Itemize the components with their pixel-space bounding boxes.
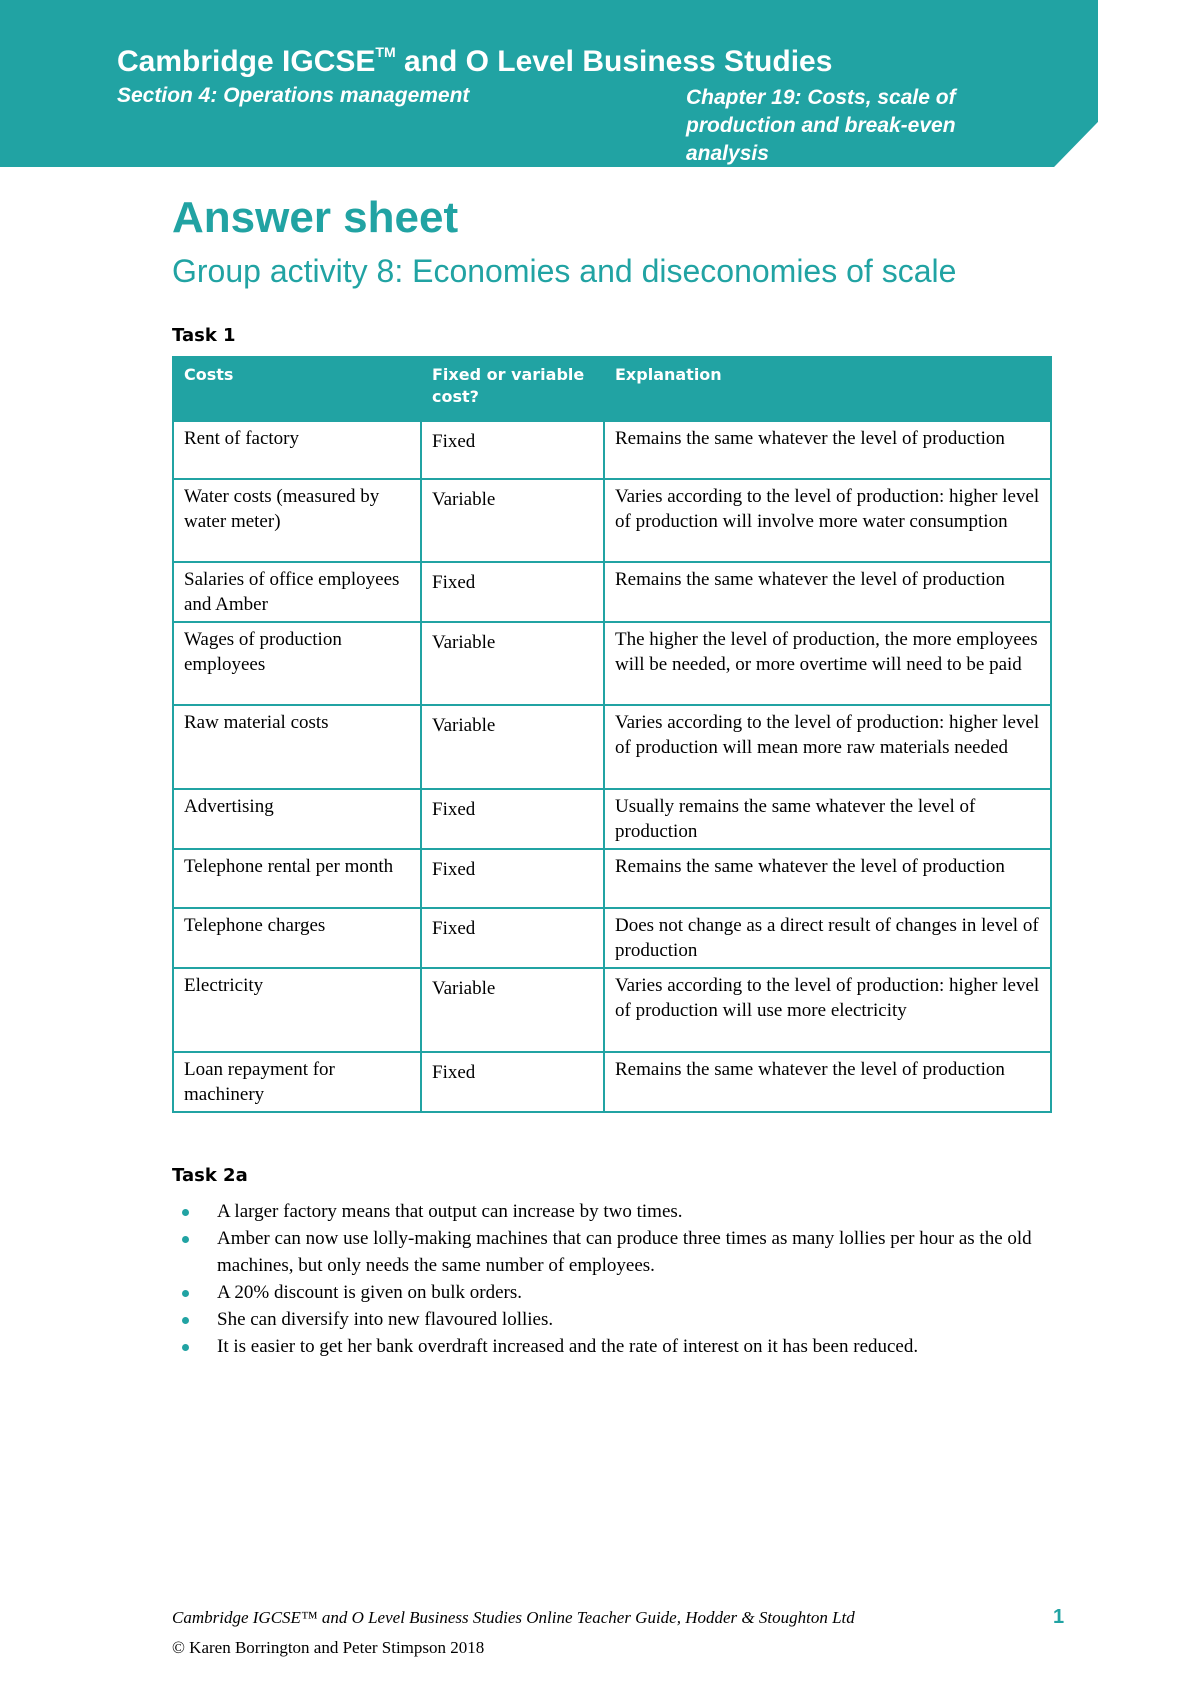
bullet-dot-icon xyxy=(182,1290,189,1297)
page-subtitle: Group activity 8: Economies and diseconomies of scale xyxy=(172,253,957,289)
list-item: It is easier to get her bank overdraft increased and the rate of interest on it has been reduced. xyxy=(172,1333,1052,1360)
table-row xyxy=(173,908,1051,968)
list-item: A larger factory means that output can increase by two times. xyxy=(172,1198,1052,1225)
cost-cell: Water costs (measured by water meter) xyxy=(173,479,421,562)
type-cell: Fixed xyxy=(421,849,604,908)
explanation-cell: The higher the level of production, the more employees will be needed, or more overtime will need to be paid xyxy=(604,622,1051,705)
cost-cell: Wages of production employees xyxy=(173,622,421,705)
table-header-row xyxy=(173,357,1051,421)
list-item: Amber can now use lolly-making machines that can produce three times as many lollies per hour as the old machines, but only needs the same number of employees. xyxy=(172,1225,1052,1279)
footer-citation: Cambridge IGCSE™ and O Level Business Studies Online Teacher Guide, Hodder & Stoughton Ltd xyxy=(172,1608,855,1627)
cost-cell: Telephone charges xyxy=(173,908,421,968)
cost-cell: Telephone rental per month xyxy=(173,849,421,908)
cost-cell: Salaries of office employees and Amber xyxy=(173,562,421,622)
cost-cell: Loan repayment for machinery xyxy=(173,1052,421,1112)
costs-table xyxy=(172,356,1052,1113)
column-header-costs: Costs xyxy=(173,357,421,421)
explanation-cell: Remains the same whatever the level of production xyxy=(604,849,1051,908)
table-row xyxy=(173,1052,1051,1112)
table-row xyxy=(173,562,1051,622)
table-row xyxy=(173,789,1051,849)
type-cell: Fixed xyxy=(421,421,604,479)
explanation-cell: Remains the same whatever the level of production xyxy=(604,562,1051,622)
type-cell: Fixed xyxy=(421,789,604,849)
table-row xyxy=(173,968,1051,1052)
list-item: She can diversify into new flavoured lollies. xyxy=(172,1306,1052,1333)
type-cell: Variable xyxy=(421,622,604,705)
cost-cell: Advertising xyxy=(173,789,421,849)
book-title: Cambridge IGCSE™ and O Level Business Studies xyxy=(117,44,833,78)
explanation-cell: Usually remains the same whatever the level of production xyxy=(604,789,1051,849)
type-cell: Fixed xyxy=(421,1052,604,1112)
cost-cell: Rent of factory xyxy=(173,421,421,479)
task2a-list xyxy=(172,1198,1052,1360)
type-cell: Variable xyxy=(421,968,604,1052)
explanation-cell: Does not change as a direct result of changes in level of production xyxy=(604,908,1051,968)
cost-cell: Raw material costs xyxy=(173,705,421,789)
type-cell: Fixed xyxy=(421,908,604,968)
table-row xyxy=(173,421,1051,479)
section-title: Section 4: Operations management xyxy=(117,84,470,107)
list-item: A 20% discount is given on bulk orders. xyxy=(172,1279,1052,1306)
table-row xyxy=(173,849,1051,908)
explanation-cell: Varies according to the level of production: higher level of production will mean more raw materials needed xyxy=(604,705,1051,789)
page-number: 1 xyxy=(1053,1606,1065,1628)
bullet-dot-icon xyxy=(182,1317,189,1324)
explanation-cell: Remains the same whatever the level of production xyxy=(604,421,1051,479)
column-header-explanation: Explanation xyxy=(604,357,1051,421)
type-cell: Fixed xyxy=(421,562,604,622)
explanation-cell: Varies according to the level of production: higher level of production will use more electricity xyxy=(604,968,1051,1052)
type-cell: Variable xyxy=(421,705,604,789)
bullet-dot-icon xyxy=(182,1236,189,1243)
chapter-title: Chapter 19: Costs, scale of production and break-even analysis xyxy=(686,86,956,165)
task2a-heading: Task 2a xyxy=(172,1165,248,1186)
table-row xyxy=(173,622,1051,705)
table-row xyxy=(173,479,1051,562)
page-title: Answer sheet xyxy=(172,193,459,242)
bullet-dot-icon xyxy=(182,1344,189,1351)
cost-cell: Electricity xyxy=(173,968,421,1052)
explanation-cell: Varies according to the level of production: higher level of production will involve more water consumption xyxy=(604,479,1051,562)
explanation-cell: Remains the same whatever the level of production xyxy=(604,1052,1051,1112)
footer-copyright: © Karen Borrington and Peter Stimpson 2018 xyxy=(172,1638,485,1657)
table-row xyxy=(173,705,1051,789)
bullet-dot-icon xyxy=(182,1209,189,1216)
type-cell: Variable xyxy=(421,479,604,562)
column-header-type: Fixed or variable cost? xyxy=(421,357,604,421)
task1-heading: Task 1 xyxy=(172,325,236,346)
